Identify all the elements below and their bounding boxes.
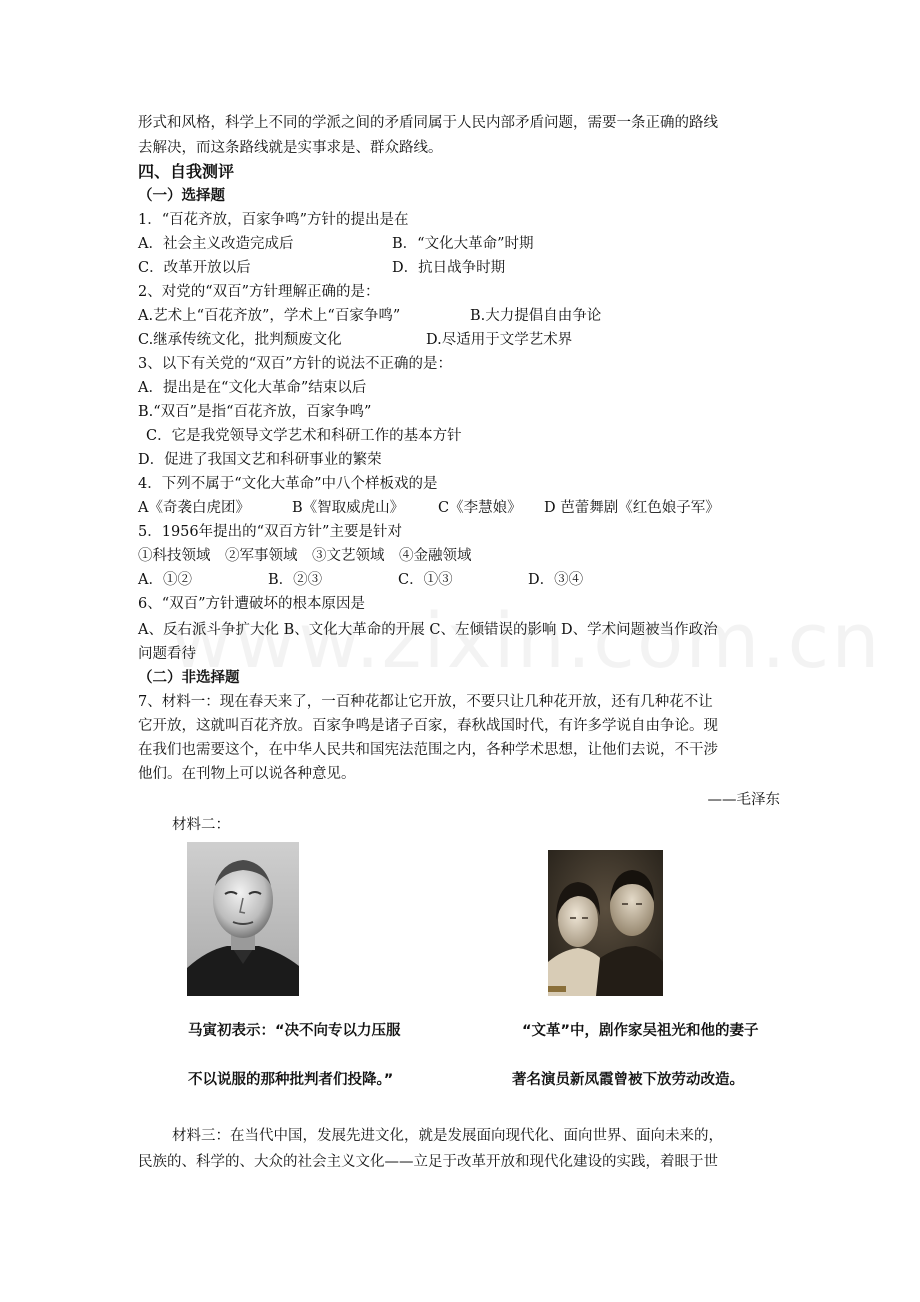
q7-material1-line-1: 7、材料一：现在春天来了，一百种花都让它开放，不要只让几种花开放，还有几种花不让 [138, 694, 713, 710]
q3-option-a: A．提出是在“文化大革命”结束以后 [138, 380, 367, 396]
q5-stem: 5．1956年提出的“双百方针”主要是针对 [138, 524, 402, 540]
q4-option-c: C《李慧娘》 [438, 500, 522, 516]
q1-stem: 1．“百花齐放，百家争鸣”方针的提出是在 [138, 212, 409, 228]
q1-option-b: B．“文化大革命”时期 [392, 236, 534, 252]
portrait-photo-ma-yinchu [187, 842, 299, 996]
q2-option-b: B.大力提倡自由争论 [470, 308, 602, 324]
q3-option-c: C．它是我党领导文学艺术和科研工作的基本方针 [146, 428, 462, 444]
caption-left-line-2: 不以说服的那种批判者们投降。” [188, 1072, 394, 1088]
q5-option-a: A．①② [138, 572, 192, 588]
q5-option-b: B．②③ [268, 572, 323, 588]
q7-material3-line-2: 民族的、科学的、大众的社会主义文化——立足于改革开放和现代化建设的实践，着眼于世 [138, 1154, 718, 1170]
q4-option-d: D 芭蕾舞剧《红色娘子军》 [544, 500, 720, 516]
q4-option-b: B《智取威虎山》 [292, 500, 405, 516]
q7-material1-line-2: 它开放，这就叫百花齐放。百家争鸣是诸子百家，春秋战国时代，有许多学说自由争论。现 [138, 718, 718, 734]
q4-stem: 4．下列不属于“文化大革命”中八个样板戏的是 [138, 476, 438, 492]
q7-material1-line-4: 他们。在刊物上可以说各种意见。 [138, 766, 356, 782]
q3-option-b: B.“双百”是指“百花齐放，百家争鸣” [138, 404, 372, 420]
q6-stem: 6、“双百”方针遭破坏的根本原因是 [138, 596, 366, 612]
part1-title: （一）选择题 [138, 187, 225, 204]
q6-options-line-2: 问题看待 [138, 646, 196, 662]
q6-options-line-1: A、反右派斗争扩大化 B、文化大革命的开展 C、左倾错误的影响 D、学术问题被当作政治 [138, 622, 718, 638]
q5-items: ①科技领域 ②军事领域 ③文艺领域 ④金融领域 [138, 548, 472, 564]
q2-option-a: A.艺术上“百花齐放”，学术上“百家争鸣” [138, 308, 401, 324]
q1-option-d: D．抗日战争时期 [392, 260, 506, 276]
q3-option-d: D．促进了我国文艺和科研事业的繁荣 [138, 452, 382, 468]
intro-line-2: 去解决，而这条路线就是实事求是、群众路线。 [138, 140, 443, 156]
couple-photo-wu-zuguang-xin-fengxia [548, 850, 663, 996]
intro-line-1: 形式和风格，科学上不同的学派之间的矛盾同属于人民内部矛盾问题，需要一条正确的路线 [138, 115, 718, 131]
portrait-icon [187, 842, 299, 996]
q2-option-d: D.尽适用于文学艺术界 [426, 332, 573, 348]
q2-option-c: C.继承传统文化，批判颓废文化 [138, 332, 342, 348]
q3-stem: 3、以下有关党的“双百”方针的说法不正确的是： [138, 356, 453, 372]
q1-option-c: C．改革开放以后 [138, 260, 251, 276]
q1-option-a: A．社会主义改造完成后 [138, 236, 294, 252]
q4-option-a: A《奇袭白虎团》 [138, 500, 250, 516]
caption-right-line-2: 著名演员新凤霞曾被下放劳动改造。 [512, 1072, 744, 1088]
part2-title: （二）非选择题 [138, 669, 240, 686]
section-title: 四、自我测评 [138, 162, 235, 181]
q7-material1-line-3: 在我们也需要这个，在中华人民共和国宪法范围之内，各种学术思想，让他们去说，不干涉 [138, 742, 718, 758]
q7-material3-line-1: 材料三：在当代中国，发展先进文化，就是发展面向现代化、面向世界、面向未来的， [172, 1128, 723, 1144]
q7-material1-source: ——毛泽东 [707, 792, 780, 808]
q5-option-d: D．③④ [528, 572, 584, 588]
couple-icon [548, 850, 663, 996]
caption-left-line-1: 马寅初表示：“决不向专以力压服 [188, 1023, 401, 1039]
q5-option-c: C．①③ [398, 572, 453, 588]
caption-right-line-1: “文革”中，剧作家吴祖光和他的妻子 [522, 1023, 759, 1039]
q2-stem: 2、对党的“双百”方针理解正确的是： [138, 284, 380, 300]
q7-material2-label: 材料二： [172, 817, 230, 833]
